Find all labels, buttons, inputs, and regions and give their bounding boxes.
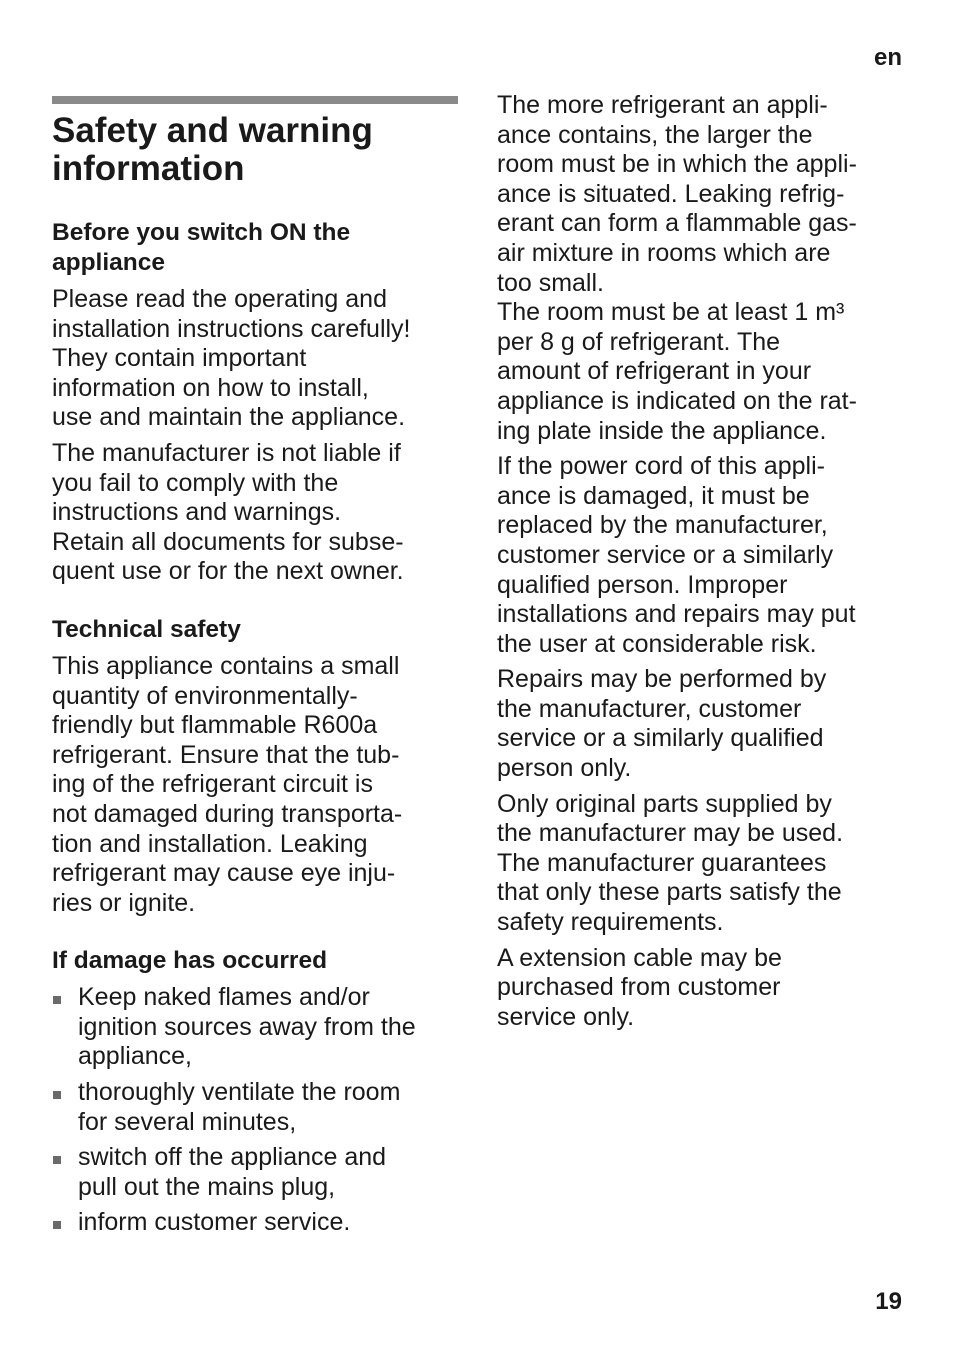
- paragraph-refrigerant-room-size: The more refrigerant an appli- ance contains, the larger the room must be in which the appli- ance is situated. Leaking refrig- erant can form a flammable gas- air mixture in rooms which are too small. The room must be at least 1 m³ per 8 g of refrigerant. The amount of refrigerant in your appliance is indicated on the rat- ing plate inside the appliance.: [497, 91, 857, 445]
- list-item: Keep naked flames and/or ignition sources away from the appliance,: [52, 983, 458, 1072]
- damage-steps-list: [52, 983, 458, 1238]
- list-item: inform customer service.: [52, 1208, 458, 1238]
- square-bullet-icon: [53, 1091, 61, 1099]
- paragraph-manufacturer-liability: The manufacturer is not liable if you fail to comply with the instructions and warnings. Retain all documents for subse- quent use or for the next owner.: [52, 438, 404, 586]
- square-bullet-icon: [53, 996, 61, 1004]
- section-rule: [52, 96, 458, 104]
- paragraph-read-instructions: Please read the operating and installation instructions carefully! They contain important information on how to install, use and maintain the appliance.: [52, 285, 411, 432]
- page-number: 19: [875, 1288, 902, 1315]
- heading-technical-safety: Technical safety: [52, 615, 241, 643]
- paragraph-technical-safety: This appliance contains a small quantity of environmentally- friendly but flammable R600a refrigerant. Ensure that the tub- ing of the refrigerant circuit is not damaged during transporta- tion and installation. Leaking refrigerant may cause eye inju- ries or ignite.: [52, 651, 403, 917]
- right-column: [497, 91, 907, 1032]
- square-bullet-icon: [53, 1221, 61, 1229]
- list-item: switch off the appliance and pull out the mains plug,: [52, 1143, 458, 1202]
- paragraph-repairs: Repairs may be performed by the manufacturer, customer service or a similarly qualified person only.: [497, 665, 827, 783]
- list-item: thoroughly ventilate the room for several minutes,: [52, 1078, 458, 1137]
- heading-damage-occurred: If damage has occurred: [52, 947, 328, 975]
- heading-before-switch-on: Before you switch ON the appliance: [52, 219, 351, 276]
- paragraph-power-cord: If the power cord of this appli- ance is damaged, it must be replaced by the manufacturer, customer service or a similarly qualified person. Improper installations and repairs may put the user at considerable risk.: [497, 452, 856, 658]
- paragraph-original-parts: Only original parts supplied by the manufacturer may be used. The manufacturer guarantees that only these parts satisfy the safety requirements.: [497, 789, 844, 937]
- language-label: en: [873, 44, 902, 71]
- page-title: Safety and warning information: [52, 111, 373, 188]
- paragraph-extension-cable: A extension cable may be purchased from customer service only.: [497, 943, 782, 1031]
- square-bullet-icon: [53, 1156, 61, 1164]
- left-flow: [52, 218, 458, 1244]
